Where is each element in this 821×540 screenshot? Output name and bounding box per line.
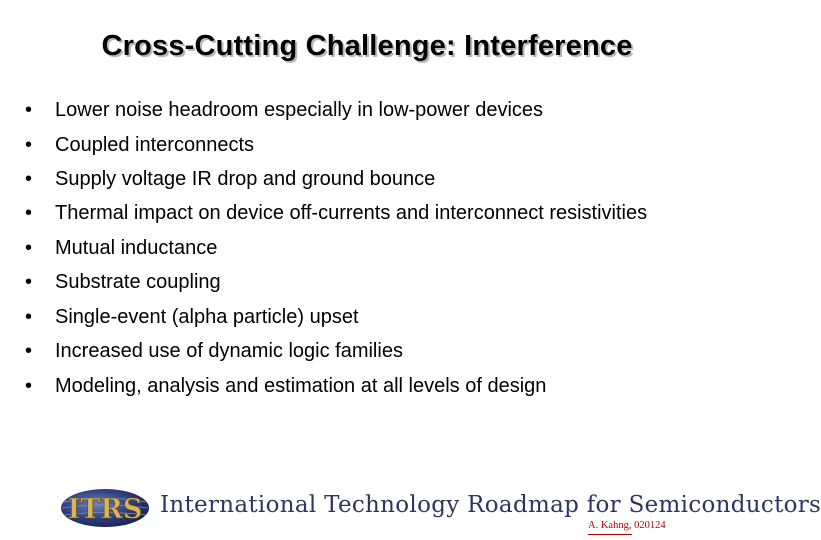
bullet-item bbox=[25, 162, 725, 197]
bullet-item bbox=[25, 128, 725, 163]
itrs-logo bbox=[60, 488, 150, 528]
bullet-text: Mutual inductance bbox=[55, 236, 218, 259]
bullet-text: Thermal impact on device off-currents and interconnect resistivities bbox=[55, 201, 648, 224]
slide-title: Cross-Cutting Challenge: Interference bbox=[101, 30, 633, 62]
bullet-text: Coupled interconnects bbox=[55, 133, 255, 156]
author-credit: A. Kahng, 020124 bbox=[588, 520, 666, 531]
bullet-item bbox=[25, 300, 725, 335]
bullet-item bbox=[25, 197, 725, 231]
bullet-text: Single-event (alpha particle) upset bbox=[55, 305, 359, 328]
bullet-icon: • bbox=[25, 99, 33, 121]
bullet-icon: • bbox=[25, 271, 33, 293]
bullet-item bbox=[25, 265, 725, 300]
bullet-icon: • bbox=[25, 168, 33, 190]
bullet-item bbox=[25, 93, 725, 128]
bullet-icon: • bbox=[25, 133, 33, 156]
bullet-icon: • bbox=[25, 374, 33, 397]
bullet-icon: • bbox=[25, 340, 33, 362]
bullet-text: Substrate coupling bbox=[55, 271, 221, 293]
author-underline bbox=[588, 534, 632, 535]
bullet-item bbox=[25, 369, 725, 404]
bullet-text: Increased use of dynamic logic families bbox=[55, 340, 403, 362]
bullet-text: Modeling, analysis and estimation at all levels of design bbox=[55, 374, 547, 397]
bullet-icon: • bbox=[25, 201, 33, 224]
bullet-text: Supply voltage IR drop and ground bounce bbox=[55, 168, 436, 190]
bullet-icon: • bbox=[25, 236, 33, 259]
svg-text:ITRS: ITRS bbox=[67, 494, 143, 525]
bullet-text: Lower noise headroom especially in low-power devices bbox=[55, 99, 544, 121]
bullet-item bbox=[25, 231, 725, 266]
itrs-banner: International Technology Roadmap for Semiconductors bbox=[160, 492, 821, 518]
bullet-list bbox=[25, 93, 725, 403]
bullet-item bbox=[25, 334, 725, 369]
bullet-icon: • bbox=[25, 305, 33, 328]
